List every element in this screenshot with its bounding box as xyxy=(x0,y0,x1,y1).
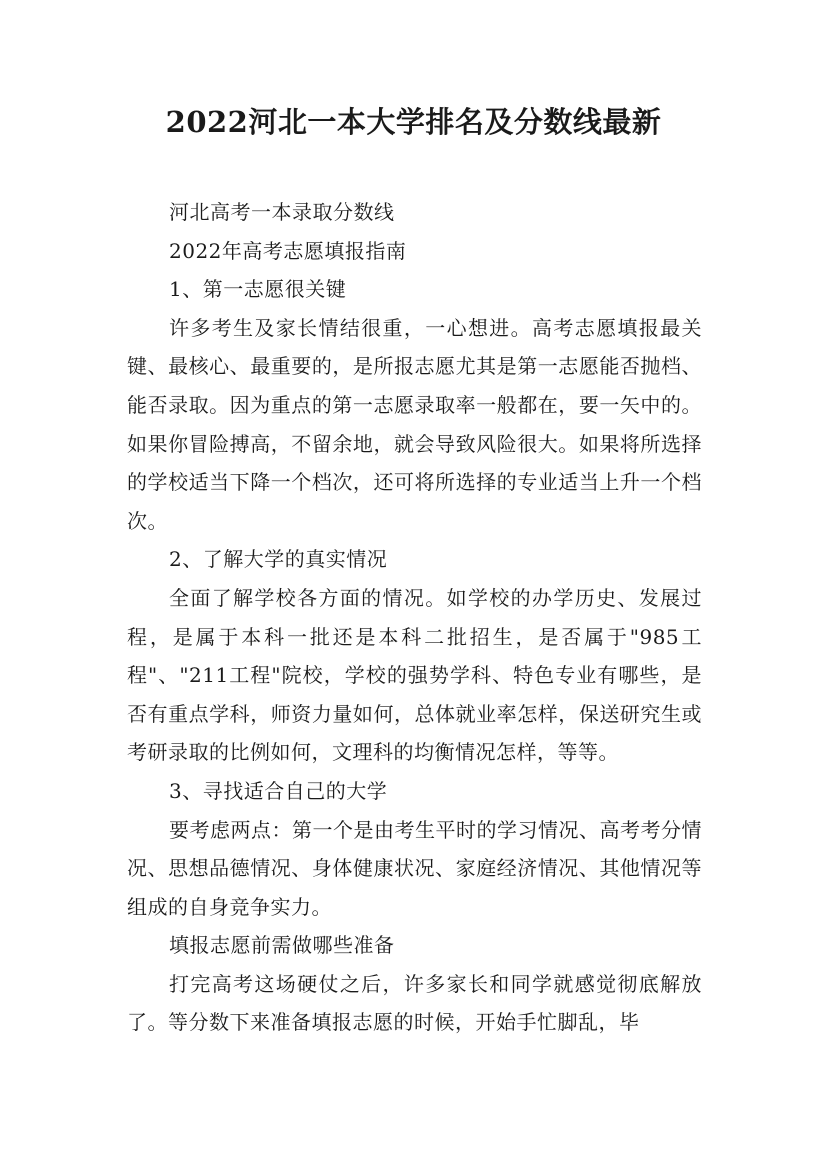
paragraph-preparation-text: 打完高考这场硬仗之后，许多家长和同学就感觉彻底解放了。等分数下来准备填报志愿的时候，开始手忙脚乱，毕 xyxy=(127,971,702,1035)
document-body xyxy=(127,193,702,1042)
paragraph-heading-first-choice: 1、第一志愿很关键 xyxy=(169,277,347,302)
paragraph-heading-know-university: 2、了解大学的真实情况 xyxy=(169,547,388,572)
paragraph-know-university-text: 全面了解学校各方面的情况。如学校的办学历史、发展过程，是属于本科一批还是本科二批招生，是否属于"985工程"、"211工程"院校，学校的强势学科、特色专业有哪些，是否有重点学科，师资力量如何，总体就业率怎样，保送研究生或考研录取的比例如何，文理科的均衡情况怎样，等等。 xyxy=(127,585,702,765)
paragraph-heading-score-line: 河北高考一本录取分数线 xyxy=(169,200,395,224)
paragraph-heading-find-university: 3、寻找适合自己的大学 xyxy=(169,778,388,803)
paragraph-heading-preparation: 填报志愿前需做哪些准备 xyxy=(169,933,395,958)
paragraph-heading-guide: 2022年高考志愿填报指南 xyxy=(169,238,407,263)
paragraph-first-choice-text: 许多考生及家长情结很重，一心想进。高考志愿填报最关键、最核心、最重要的，是所报志愿尤其是第一志愿能否抛档、能否录取。因为重点的第一志愿录取率一般都在，要一矢中的。如果你冒险搏高，不留余地，就会导致风险很大。如果将所选择的学校适当下降一个档次，还可将所选择的专业适当上升一个档次。 xyxy=(127,315,702,533)
paragraph-find-university-text: 要考虑两点：第一个是由考生平时的学习情况、高考考分情况、思想品德情况、身体健康状况、家庭经济情况、其他情况等组成的自身竞争实力。 xyxy=(127,817,702,919)
document-title: 2022河北一本大学排名及分数线最新 xyxy=(165,105,662,139)
